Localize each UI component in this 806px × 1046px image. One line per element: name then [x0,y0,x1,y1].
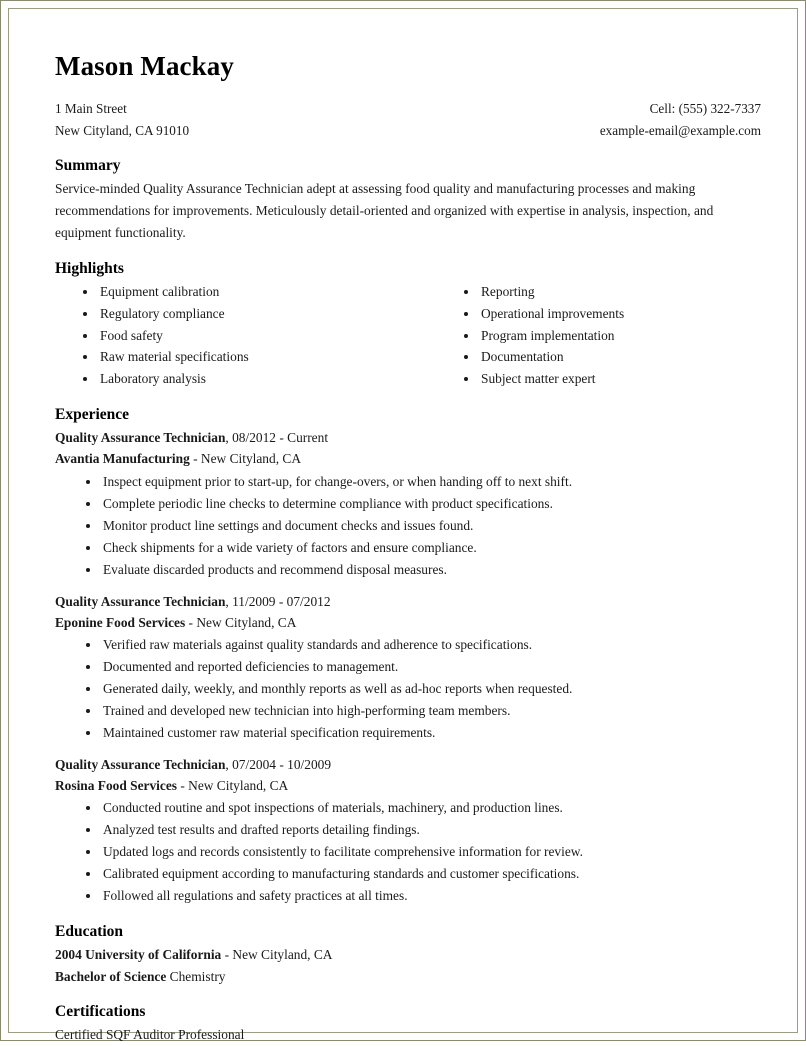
highlights-list-left [55,281,408,390]
page-border-inner [8,8,798,1043]
list-item: Documentation [436,346,761,368]
highlights-heading: Highlights [55,259,124,277]
education-major: Chemistry [166,968,226,984]
job-location: - New Cityland, CA [177,777,289,793]
section-experience [55,405,761,907]
resume-content [55,52,761,1046]
list-item: Updated logs and records consistently to facilitate comprehensive information for review. [55,841,761,863]
list-item: Maintained customer raw material specification requirements. [55,722,761,744]
job-title-line [55,754,761,775]
email-address: example-email@example.com [599,122,761,138]
education-heading: Education [55,923,124,941]
list-item: Generated daily, weekly, and monthly reports as well as ad-hoc reports when requested. [55,678,761,700]
experience-entry [55,591,761,744]
section-certifications [55,1002,761,1046]
summary-text: Service-minded Quality Assurance Technician adept at assessing food quality and manufacturing processes and making recommendations for improvements. Meticulously detail-oriented and organized with expertise in analysis, inspection, and equipment functionality. [55,181,714,240]
contact-block [600,98,761,141]
address-line-2: New Cityland, CA 91010 [55,122,190,138]
job-company: Avantia Manufacturing [55,451,190,467]
job-title-line [55,427,761,448]
list-item: Trained and developed new technician into high-performing team members. [55,700,761,722]
list-item: Analyzed test results and drafted reports detailing findings. [55,819,761,841]
phone-number: Cell: (555) 322-7337 [649,101,761,117]
education-degree-line [55,966,761,987]
list-item: Subject matter expert [436,368,761,390]
certification-item: Certified SQF Auditor Professional [55,1027,245,1043]
job-title: Quality Assurance Technician [55,756,226,772]
job-bullet-list [55,797,761,907]
job-bullet-list [55,471,761,581]
job-location: - New Cityland, CA [185,614,297,630]
address-block [55,98,189,141]
list-item: Conducted routine and spot inspections of materials, machinery, and production lines. [55,797,761,819]
job-title: Quality Assurance Technician [55,430,226,446]
list-item: Food safety [55,325,408,347]
address-line-1: 1 Main Street [55,101,127,117]
list-item: Operational improvements [436,303,761,325]
job-dates: , 08/2012 - Current [225,430,329,446]
highlights-column-left [55,281,408,390]
certifications-heading: Certifications [55,1003,146,1021]
job-company: Eponine Food Services [55,614,186,630]
job-title: Quality Assurance Technician [55,593,226,609]
candidate-name: Mason Mackay [55,51,234,81]
experience-heading: Experience [55,406,130,424]
list-item: Equipment calibration [55,281,408,303]
summary-heading: Summary [55,157,121,175]
list-item: Raw material specifications [55,346,408,368]
section-highlights [55,259,761,390]
highlights-list-right [436,281,761,390]
job-company: Rosina Food Services [55,777,177,793]
contact-header [55,98,761,141]
job-location: - New Cityland, CA [189,451,301,467]
education-location: - New Cityland, CA [221,947,333,963]
list-item: Documented and reported deficiencies to management. [55,656,761,678]
list-item: Check shipments for a wide variety of factors and ensure compliance. [55,537,761,559]
highlights-columns [55,281,761,390]
job-dates: , 11/2009 - 07/2012 [225,593,331,609]
list-item: Complete periodic line checks to determine compliance with product specifications. [55,493,761,515]
list-item: Monitor product line settings and document checks and issues found. [55,515,761,537]
list-item: Laboratory analysis [55,368,408,390]
experience-entry [55,427,761,580]
education-degree: Bachelor of Science [55,968,167,984]
list-item: Calibrated equipment according to manufacturing standards and customer specifications. [55,863,761,885]
list-item: Verified raw materials against quality standards and adherence to specifications. [55,634,761,656]
list-item: Followed all regulations and safety practices at all times. [55,885,761,907]
list-item: Inspect equipment prior to start-up, for change-overs, or when handing off to next shift. [55,471,761,493]
section-summary [55,156,761,244]
list-item: Reporting [436,281,761,303]
job-title-line [55,591,761,612]
list-item: Evaluate discarded products and recommend disposal measures. [55,559,761,581]
experience-entry [55,754,761,907]
job-company-line [55,612,761,633]
job-company-line [55,448,761,469]
list-item: Program implementation [436,325,761,347]
list-item: Regulatory compliance [55,303,408,325]
education-school: 2004 University of California [55,947,222,963]
job-dates: , 07/2004 - 10/2009 [225,756,332,772]
education-school-line [55,944,761,965]
highlights-column-right [408,281,761,390]
job-company-line [55,775,761,796]
section-education [55,922,761,987]
job-bullet-list [55,634,761,744]
